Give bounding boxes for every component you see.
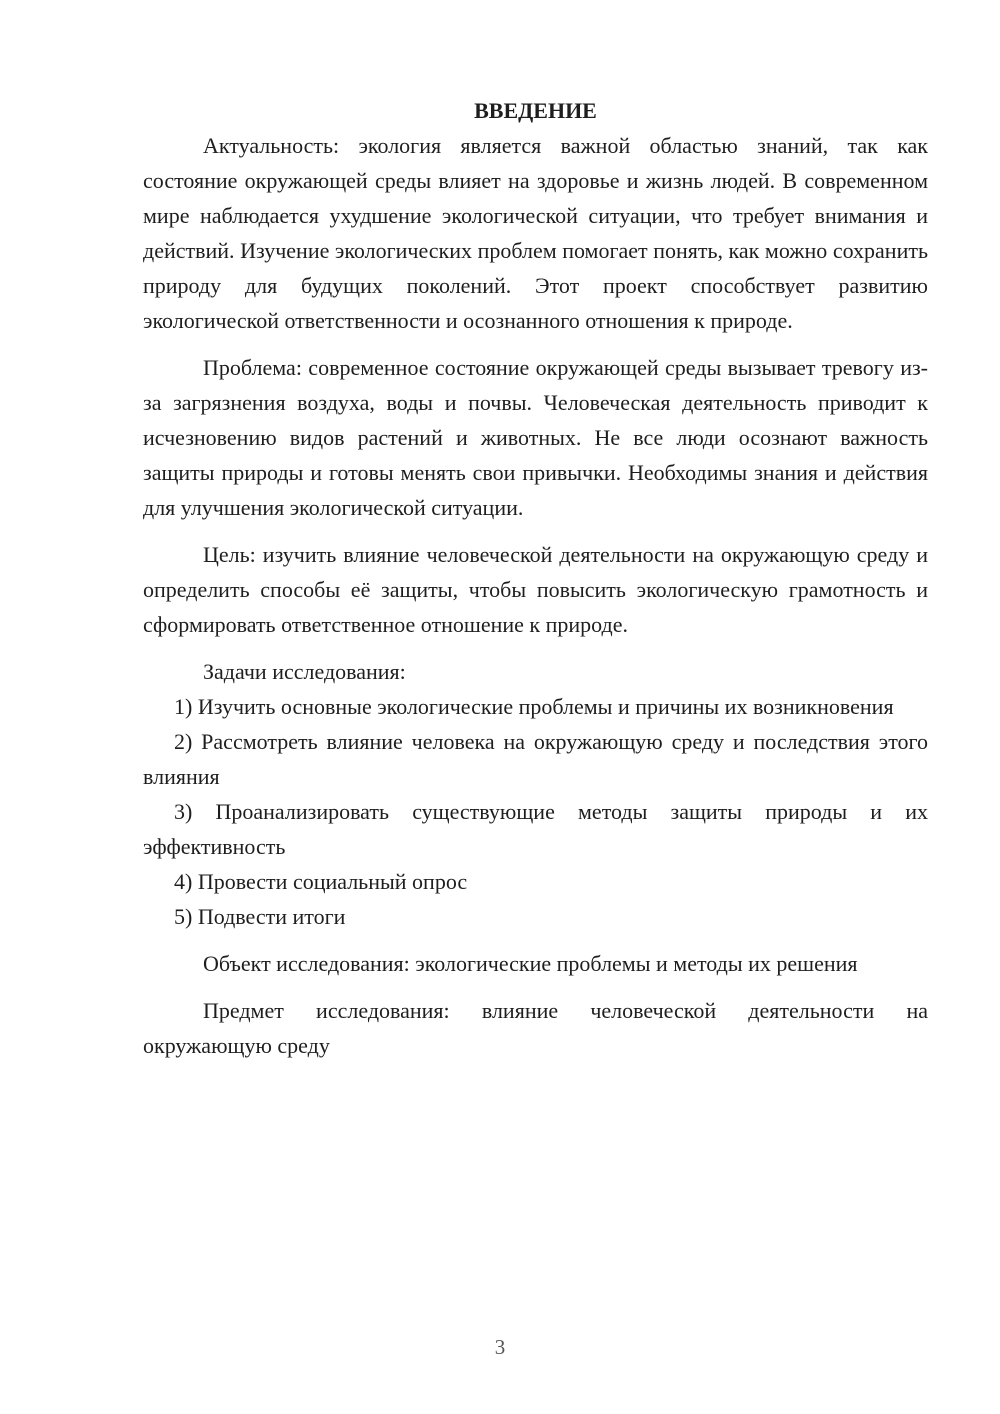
list-item: 1) Изучить основные экологические проблемы и причины их возникновения xyxy=(174,694,894,719)
list-item: 5) Подвести итоги xyxy=(174,904,346,929)
page-number: 3 xyxy=(494,1335,506,1359)
relevance-paragraph: Актуальность: экология является важной областью знаний, так как состояние окружающей среды влияет на здоровье и жизнь людей. В современном мире наблюдается ухудшение экологической ситуации, что требует внимания и действий. Изучение экологических проблем помогает понять, как можно сохранить природу для будущих поколений. Этот проект способствует развитию экологической ответственности и осознанного отношения к природе. xyxy=(143,133,928,333)
list-item: 2) Рассмотреть влияние человека на окружающую среду и последствия этого влияния xyxy=(143,729,928,789)
problem-paragraph: Проблема: современное состояние окружающей среды вызывает тревогу из-за загрязнения воздуха, воды и почвы. Человеческая деятельность приводит к исчезновению видов растений и животных. Не все люди осознают важность защиты природы и готовы менять свои привычки. Необходимы знания и действия для улучшения экологической ситуации. xyxy=(143,355,928,520)
list-item: 3) Проанализировать существующие методы защиты природы и их эффективность xyxy=(143,799,928,859)
list-item: 4) Провести социальный опрос xyxy=(174,869,468,894)
tasks-title: Задачи исследования: xyxy=(203,659,406,684)
goal-paragraph: Цель: изучить влияние человеческой деятельности на окружающую среду и определить способы её защиты, чтобы повысить экологическую грамотность и сформировать ответственное отношение к природе. xyxy=(143,542,928,637)
object-paragraph: Объект исследования: экологические проблемы и методы их решения xyxy=(203,951,858,976)
document-body xyxy=(143,93,928,1063)
subject-paragraph: Предмет исследования: влияние человеческой деятельности на окружающую среду xyxy=(143,998,928,1058)
tasks-list xyxy=(143,689,928,934)
section-heading: ВВЕДЕНИЕ xyxy=(474,98,597,123)
